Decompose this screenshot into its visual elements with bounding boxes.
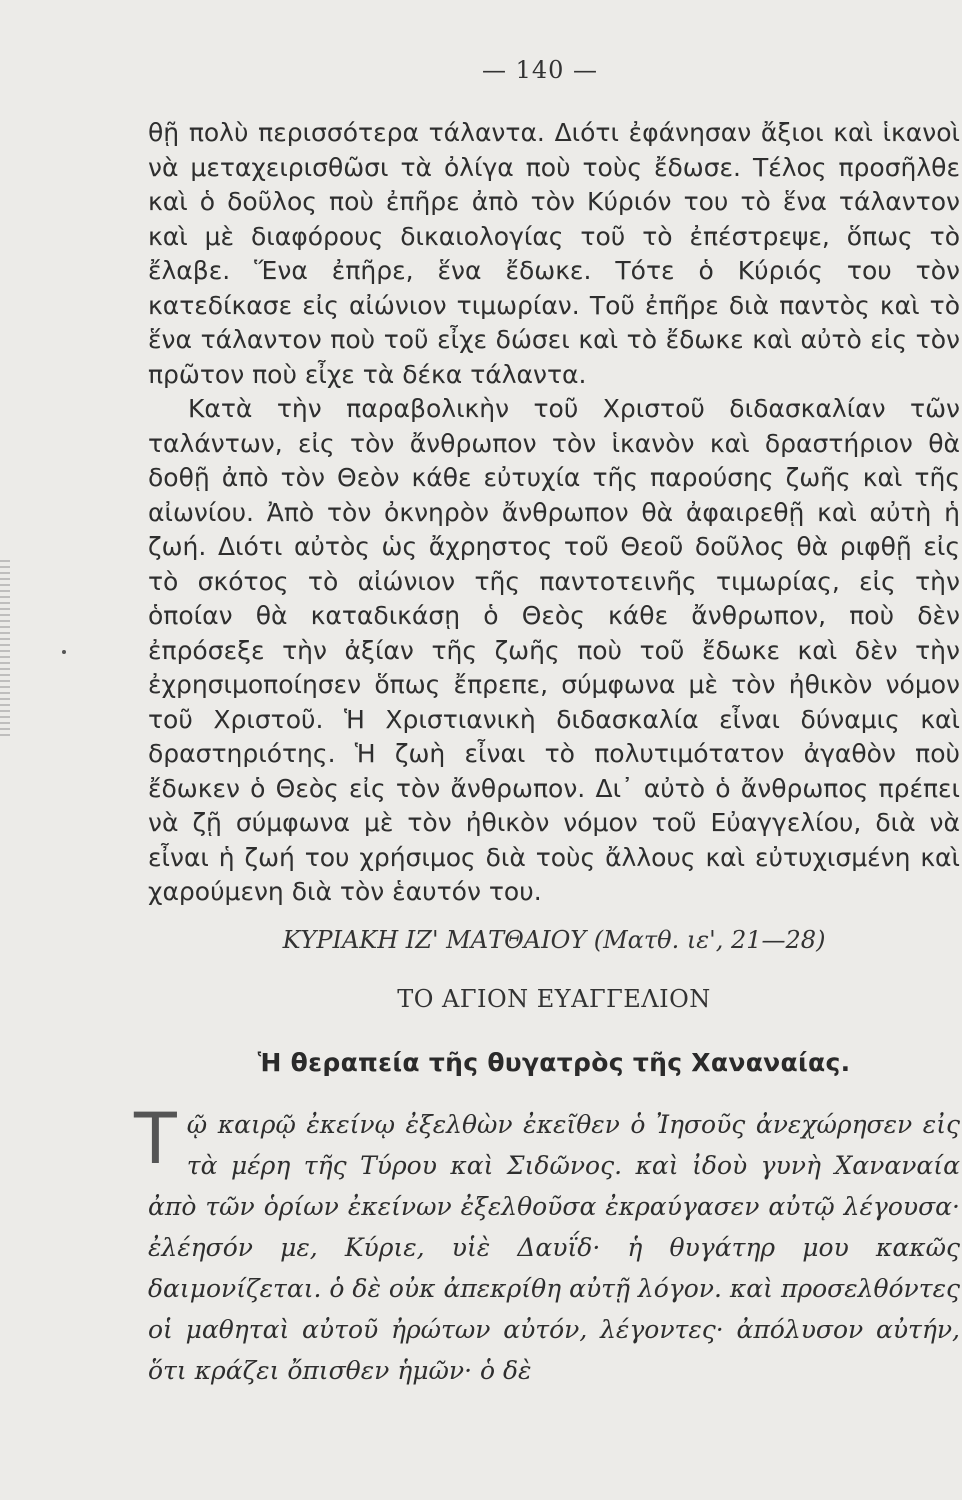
- page-number: — 140 —: [481, 56, 599, 84]
- margin-ink-dot: [62, 650, 66, 654]
- scripture-text: [134, 1098, 960, 1391]
- drop-cap: Τ: [134, 1098, 177, 1180]
- reading-title: Ἡ θεραπεία τῆς θυγατρὸς τῆς Χαναναίας.: [257, 1048, 851, 1077]
- margin-binding-marks: [0, 560, 10, 740]
- body-paragraph-2: Κατὰ τὴν παραβολικὴν τοῦ Χριστοῦ διδασκαλίαν τῶν ταλάντων, εἰς τὸν ἄνθρωπον τὸν ἱκανὸν καὶ δραστήριον θὰ δοθῇ ἀπὸ τὸν Θεὸν κάθε εὐτυχία τῆς παρούσης ζωῆς καὶ τῆς αἰωνίου. Ἀπὸ τὸν ὀκνηρὸν ἄνθρωπον θὰ ἀφαιρεθῇ καὶ αὐτὴ ἡ ζωή. Διότι αὐτὸς ὡς ἄχρηστος τοῦ Θεοῦ δοῦλος θὰ ριφθῇ εἰς τὸ σκότος τὸ αἰώνιον τῆς παντοτεινῆς τιμωρίας, εἰς τὴν ὁποίαν θὰ καταδικάσῃ ὁ Θεὸς κάθε ἄνθρωπον, ποὺ δὲν ἐπρόσεξε τὴν ἀξίαν τῆς ζωῆς ποὺ τοῦ ἔδωκε καὶ δὲν τὴν ἐχρησιμοποίησεν ὅπως ἔπρεπε, σύμφωνα μὲ τὸν ἠθικὸν νόμον τοῦ Χριστοῦ. Ἡ Χριστιανικὴ διδασκαλία εἶναι δύναμις καὶ δραστηριότης. Ἡ ζωὴ εἶναι τὸ πολυτιμότατον ἀγαθὸν ποὺ ἔδωκεν ὁ Θεὸς εἰς τὸν ἄνθρωπον. Δι᾽ αὐτὸ ὁ ἄνθρωπος πρέπει νὰ ζῇ σύμφωνα μὲ τὸν ἠθικὸν νόμον τοῦ Εὐαγγελίου, διὰ νὰ εἶναι ἡ ζωή του χρήσιμος διὰ τοὺς ἄλλους καὶ εὐτυχισμένη καὶ χαρούμενη διὰ τὸν ἑαυτόν του.: [148, 394, 960, 906]
- body-text: [148, 116, 960, 910]
- gospel-subheading: ΤΟ ΑΓΙΟΝ ΕΥΑΓΓΕΛΙΟΝ: [397, 985, 711, 1013]
- scripture-body: ῷ καιρῷ ἐκείνῳ ἐξελθὼν ἐκεῖθεν ὁ Ἰησοῦς ἀνεχώρησεν εἰς τὰ μέρη τῆς Τύρου καὶ Σιδῶνος. καὶ ἰδοὺ γυνὴ Χαναναία ἀπὸ τῶν ὁρίων ἐκείνων ἐξελθοῦσα ἐκραύγασεν αὐτῷ λέγουσα· ἐλέησόν με, Κύριε, υἱὲ Δαυΐδ· ἡ θυγάτηρ μου κακῶς δαιμονίζεται. ὁ δὲ οὐκ ἀπεκρίθη αὐτῇ λόγον. καὶ προσελθόντες οἱ μαθηταὶ αὐτοῦ ἠρώτων αὐτόν, λέγοντες· ἀπόλυσον αὐτήν, ὅτι κράζει ὄπισθεν ἡμῶν· ὁ δὲ: [148, 1110, 960, 1385]
- body-paragraph-1: θῇ πολὺ περισσότερα τάλαντα. Διότι ἐφάνησαν ἄξιοι καὶ ἱκανοὶ νὰ μεταχειρισθῶσι τὰ ὀλίγα ποὺ τοὺς ἔδωσε. Τέλος προσῆλθε καὶ ὁ δοῦλος ποὺ ἐπῆρε ἀπὸ τὸν Κύριόν του τὸ ἕνα τάλαντον καὶ μὲ διαφόρους δικαιολογίας τοῦ τὸ ἐπέστρεψε, ὅπως τὸ ἔλαβε. Ἕνα ἐπῆρε, ἕνα ἔδωκε. Τότε ὁ Κύριός του τὸν κατεδίκασε εἰς αἰώνιον τιμωρίαν. Τοῦ ἐπῆρε διὰ παντὸς καὶ τὸ ἕνα τάλαντον ποὺ τοῦ εἶχε δώσει καὶ τὸ ἔδωκε καὶ αὐτὸ εἰς τὸν πρῶτον ποὺ εἶχε τὰ δέκα τάλαντα.: [148, 118, 960, 389]
- section-heading: ΚΥΡΙΑΚΗ ΙΖ' ΜΑΤΘΑΙΟΥ (Ματθ. ιε', 21—28): [282, 926, 826, 954]
